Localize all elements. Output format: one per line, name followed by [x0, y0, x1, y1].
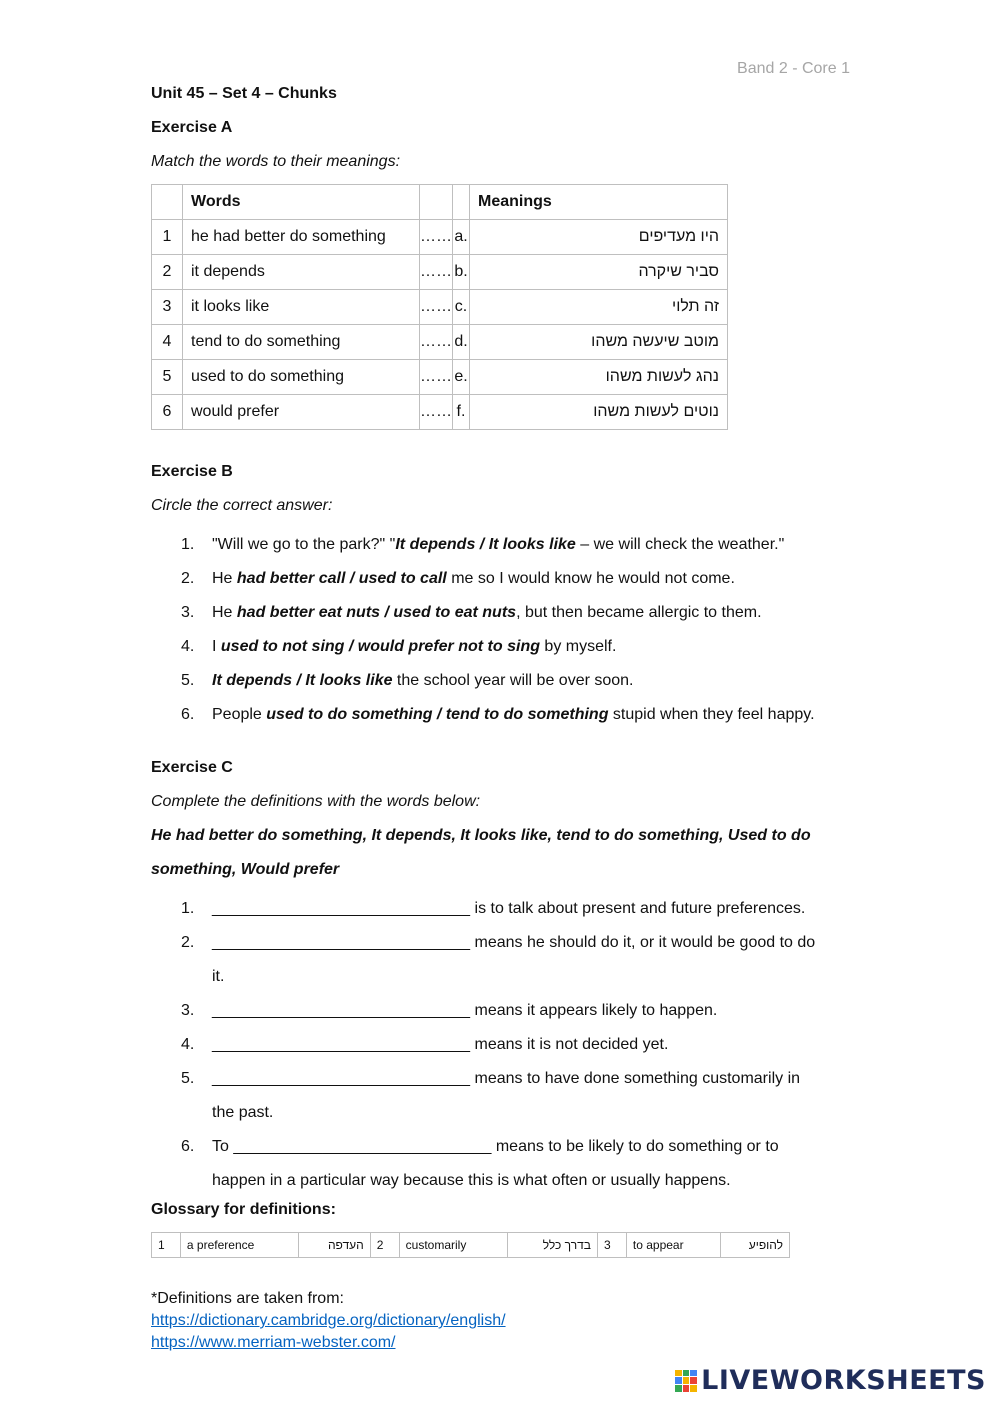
sources-note: *Definitions are taken from: — [151, 1290, 344, 1307]
list-item — [151, 1062, 851, 1130]
table-row — [152, 290, 728, 325]
logo-text: LIVEWORKSHEETS — [701, 1365, 986, 1396]
glossary-num: 1 — [152, 1233, 181, 1258]
row-word: he had better do something — [183, 220, 420, 255]
row-letter: c. — [453, 290, 470, 325]
item-text: is to talk about present and future preferences. — [470, 900, 806, 917]
item-text: me so I would know he would not come. — [446, 570, 735, 587]
list-item — [151, 1028, 851, 1062]
header-words: Words — [183, 185, 420, 220]
list-item — [151, 698, 851, 732]
item-text: means it is not decided yet. — [470, 1036, 669, 1053]
item-number: 3. — [181, 604, 195, 621]
row-number: 6 — [152, 395, 183, 430]
table-row — [152, 395, 728, 430]
word-bank-line-1: He had better do something, It depends, It looks like, tend to do something, Used to do — [151, 827, 811, 844]
exercise-a-heading: Exercise A — [151, 119, 233, 136]
list-item — [151, 892, 851, 926]
item-text: the school year will be over soon. — [392, 672, 634, 689]
item-text: means to be likely to do something or to — [491, 1138, 779, 1155]
item-number: 4. — [181, 638, 195, 655]
list-item — [151, 1130, 851, 1198]
item-number: 5. — [181, 1070, 195, 1087]
row-word: used to do something — [183, 360, 420, 395]
row-word: tend to do something — [183, 325, 420, 360]
item-text: I — [212, 638, 221, 655]
fill-blank[interactable]: _____________________________ — [212, 1036, 471, 1053]
glossary-translation: להופיע — [720, 1233, 790, 1258]
item-text-continued: happen in a particular way because this is what often or usually happens. — [212, 1172, 731, 1189]
item-text: People — [212, 706, 267, 723]
item-text: by myself. — [539, 638, 617, 655]
list-item — [151, 528, 851, 562]
glossary-heading: Glossary for definitions: — [151, 1201, 336, 1218]
row-meaning: סביר שיקרה — [470, 255, 728, 290]
glossary-term: customarily — [399, 1233, 507, 1258]
exercise-b-list — [151, 528, 851, 732]
item-text: – we will check the weather." — [575, 536, 785, 553]
band-label: Band 2 - Core 1 — [737, 60, 850, 77]
header-meanings: Meanings — [470, 185, 728, 220]
item-text: stupid when they feel happy. — [608, 706, 815, 723]
matching-table — [151, 184, 728, 430]
fill-blank[interactable]: _____________________________ — [212, 1070, 471, 1087]
answer-choice[interactable]: had better eat nuts / used to eat nuts — [236, 604, 517, 621]
table-row — [152, 220, 728, 255]
cambridge-link[interactable]: https://dictionary.cambridge.org/dictionary/english/ — [151, 1312, 506, 1329]
item-text: means he should do it, or it would be good to do — [470, 934, 816, 951]
fill-blank[interactable]: _____________________________ — [233, 1138, 492, 1155]
item-number: 5. — [181, 672, 195, 689]
glossary-num: 3 — [597, 1233, 626, 1258]
row-number: 3 — [152, 290, 183, 325]
answer-blank[interactable]: …… — [420, 220, 453, 255]
item-number: 4. — [181, 1036, 195, 1053]
row-word: it depends — [183, 255, 420, 290]
item-text: "Will we go to the park?" " — [212, 536, 396, 553]
liveworksheets-logo — [675, 1365, 986, 1396]
list-item — [151, 994, 851, 1028]
worksheet — [151, 82, 851, 1354]
row-meaning: מוטב שיעשה משהו — [470, 325, 728, 360]
merriam-webster-link[interactable]: https://www.merriam-webster.com/ — [151, 1334, 396, 1351]
list-item — [151, 562, 851, 596]
glossary-row — [152, 1233, 790, 1258]
answer-choice[interactable]: It depends / It looks like — [395, 536, 576, 553]
list-item — [151, 664, 851, 698]
row-number: 1 — [152, 220, 183, 255]
item-text: To — [212, 1138, 234, 1155]
header-num-cell — [152, 185, 183, 220]
glossary-translation: בדרך כלל — [507, 1233, 597, 1258]
item-number: 1. — [181, 536, 195, 553]
exercise-c-heading: Exercise C — [151, 759, 233, 776]
answer-blank[interactable]: …… — [420, 395, 453, 430]
header-letter-cell — [453, 185, 470, 220]
item-number: 6. — [181, 1138, 195, 1155]
fill-blank[interactable]: _____________________________ — [212, 1002, 471, 1019]
answer-choice[interactable]: used to not sing / would prefer not to sing — [220, 638, 540, 655]
row-number: 5 — [152, 360, 183, 395]
item-number: 3. — [181, 1002, 195, 1019]
item-text-continued: the past. — [212, 1104, 274, 1121]
fill-blank[interactable]: _____________________________ — [212, 900, 471, 917]
table-row — [152, 255, 728, 290]
row-meaning: היו מעדיפים — [470, 220, 728, 255]
row-meaning: נוטים לעשות משהו — [470, 395, 728, 430]
answer-choice[interactable]: used to do something / tend to do something — [266, 706, 609, 723]
item-number: 6. — [181, 706, 195, 723]
row-letter: e. — [453, 360, 470, 395]
answer-blank[interactable]: …… — [420, 325, 453, 360]
exercise-c-list — [151, 892, 851, 1198]
logo-grid-icon — [675, 1370, 697, 1392]
list-item — [151, 630, 851, 664]
list-item — [151, 596, 851, 630]
page-title: Unit 45 – Set 4 – Chunks — [151, 85, 337, 102]
row-meaning: נהג לעשות משהו — [470, 360, 728, 395]
exercise-c-instruction: Complete the definitions with the words below: — [151, 793, 481, 810]
glossary-translation: העדפה — [299, 1233, 371, 1258]
item-text-continued: it. — [212, 968, 225, 985]
word-bank-line-2: something, Would prefer — [151, 861, 340, 878]
item-number: 1. — [181, 900, 195, 917]
answer-blank[interactable]: …… — [420, 360, 453, 395]
answer-choice[interactable]: had better call / used to call — [236, 570, 447, 587]
row-letter: d. — [453, 325, 470, 360]
glossary-term: to appear — [626, 1233, 720, 1258]
item-text: He — [212, 570, 237, 587]
table-row — [152, 360, 728, 395]
exercise-b-heading: Exercise B — [151, 463, 233, 480]
list-item — [151, 926, 851, 994]
row-word: would prefer — [183, 395, 420, 430]
glossary-num: 2 — [370, 1233, 399, 1258]
row-letter: a. — [453, 220, 470, 255]
fill-blank[interactable]: _____________________________ — [212, 934, 471, 951]
item-text: He — [212, 604, 237, 621]
row-letter: f. — [453, 395, 470, 430]
row-letter: b. — [453, 255, 470, 290]
glossary-table — [151, 1232, 790, 1258]
row-number: 2 — [152, 255, 183, 290]
table-row — [152, 325, 728, 360]
exercise-b-instruction: Circle the correct answer: — [151, 497, 333, 514]
row-meaning: זה תלוי — [470, 290, 728, 325]
item-text: means it appears likely to happen. — [470, 1002, 718, 1019]
header-dots-cell — [420, 185, 453, 220]
exercise-a-instruction: Match the words to their meanings: — [151, 153, 401, 170]
item-text: , but then became allergic to them. — [516, 604, 762, 621]
glossary-term: a preference — [180, 1233, 298, 1258]
answer-blank[interactable]: …… — [420, 290, 453, 325]
row-number: 4 — [152, 325, 183, 360]
item-number: 2. — [181, 934, 195, 951]
row-word: it looks like — [183, 290, 420, 325]
item-number: 2. — [181, 570, 195, 587]
item-text: means to have done something customarily in — [470, 1070, 801, 1087]
table-header-row — [152, 185, 728, 220]
answer-choice[interactable]: It depends / It looks like — [212, 672, 393, 689]
answer-blank[interactable]: …… — [420, 255, 453, 290]
